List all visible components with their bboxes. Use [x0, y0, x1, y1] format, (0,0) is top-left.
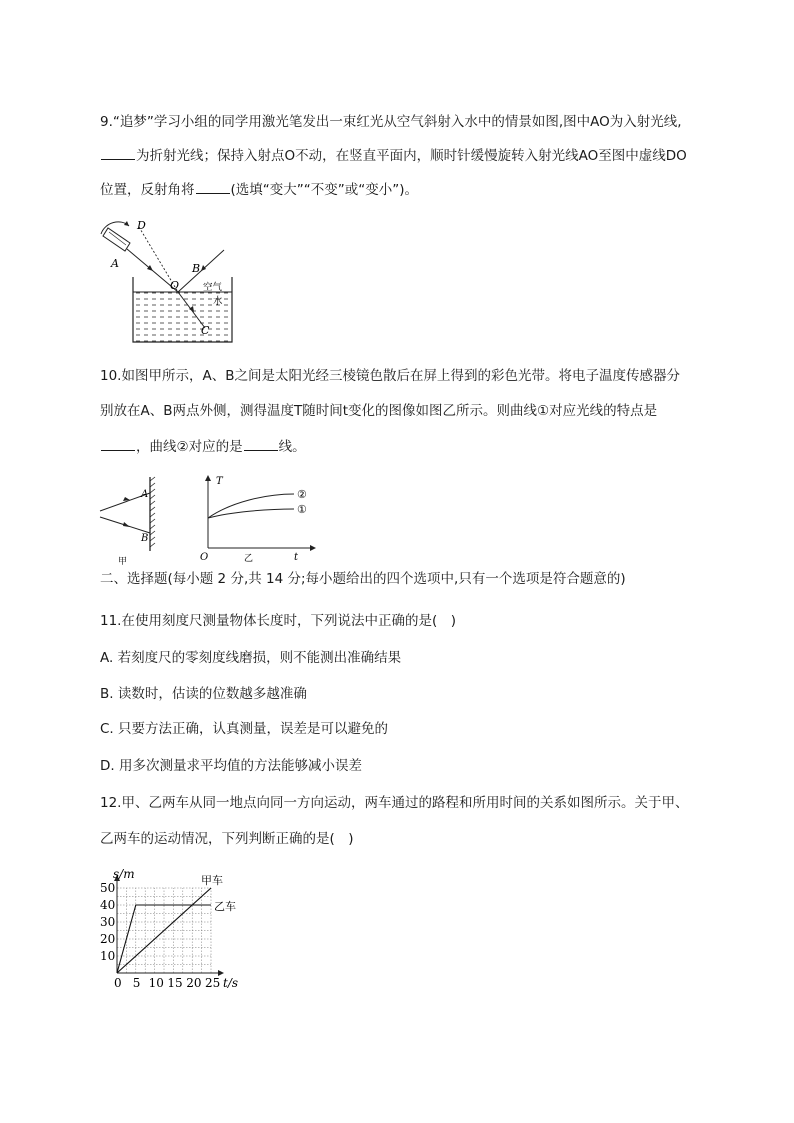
q9-blank-2[interactable] [196, 180, 230, 194]
q11-option-a[interactable]: A. 若刻度尺的零刻度线磨损，则不能测出准确结果 [100, 650, 402, 666]
curve-1-label: ① [297, 503, 307, 516]
q10-blank-1[interactable] [101, 437, 135, 451]
x-tick-label: 25 [205, 976, 221, 990]
q9-line-3-text-b: (选填“变大”“不变”或“变小”)。 [230, 182, 418, 198]
q10-line-3 [100, 437, 306, 457]
label-B: B [141, 533, 149, 544]
label-jia: 甲 [118, 557, 128, 567]
q10-blank-2[interactable] [244, 437, 278, 451]
x-tick-label: 20 [186, 976, 202, 990]
y-tick-label: 50 [100, 881, 116, 895]
curve-2-label: ② [297, 488, 307, 501]
y-tick-label: 40 [100, 898, 116, 912]
laser-pen-icon [103, 228, 130, 251]
y-tick-label: 10 [100, 949, 116, 963]
x-tick-label: 0 [114, 976, 122, 990]
label-T: T [216, 476, 223, 487]
q11-stem: 11.在使用刻度尺测量物体长度时，下列说法中正确的是( ) [100, 613, 457, 629]
y-tick-label: 30 [100, 915, 116, 929]
q9-line-2-text: 为折射光线；保持入射点O不动，在竖直平面内，顺时针缓慢旋转入射光线AO至图中虚线DO [136, 148, 687, 164]
q10-figure-jia [96, 475, 166, 567]
x-tick-label: 10 [148, 976, 164, 990]
y-axis-label: s/m [113, 867, 135, 881]
label-air: 空气 [203, 282, 223, 293]
x-axis-label: t/s [223, 976, 239, 990]
x-tick-label: 15 [167, 976, 183, 990]
series-label-1: 甲车 [201, 874, 223, 887]
section-2-header: 二、选择题(每小题 2 分,共 14 分;每小题给出的四个选项中,只有一个选项是符合题意的) [100, 571, 626, 587]
y-tick-label: 20 [100, 932, 116, 946]
label-C: C [201, 324, 210, 337]
label-A: A [111, 257, 119, 270]
label-O: O [170, 279, 180, 292]
q11-option-c[interactable]: C. 只要方法正确，认真测量，误差是可以避免的 [100, 721, 389, 737]
q12-distance-time-chart [95, 866, 255, 996]
label-D: D [137, 219, 146, 232]
label-B: B [192, 262, 201, 275]
q10-figure-yi [196, 472, 321, 564]
x-tick-label: 5 [132, 976, 141, 990]
q10-line-3-text-b: 线。 [278, 439, 306, 455]
q9-line-3-text-a: 位置，反射角将 [100, 182, 195, 198]
q9-line-1: 9.“追梦”学习小组的同学用激光笔发出一束红光从空气斜射入水中的情景如图,图中AO为入射光线, [100, 114, 682, 130]
q9-blank-1[interactable] [101, 146, 135, 160]
label-A: A [141, 489, 149, 500]
curve-2 [208, 494, 294, 518]
label-t: t [294, 552, 299, 563]
chart-labels [100, 867, 238, 990]
label-water: 水 [213, 296, 223, 307]
q10-line-3-text-a: ，曲线②对应的是 [136, 439, 243, 455]
q12-line-2: 乙两车的运动情况，下列判断正确的是( ) [100, 831, 354, 847]
q10-line-1: 10.如图甲所示，A、B之间是太阳光经三棱镜色散后在屏上得到的彩色光带。将电子温度传感器分 [100, 368, 680, 384]
label-O: O [200, 552, 209, 563]
q12-line-1: 12.甲、乙两车从同一地点向同一方向运动，两车通过的路程和所用时间的关系如图所示。关于甲、 [100, 795, 689, 811]
q11-option-d[interactable]: D. 用多次测量求平均值的方法能够减小误差 [100, 758, 362, 774]
q9-refraction-figure [95, 212, 245, 347]
label-yi: 乙 [244, 554, 254, 564]
series-label-2: 乙车 [214, 900, 236, 913]
q10-line-2: 别放在A、B两点外侧，测得温度T随时间t变化的图像如图乙所示。则曲线①对应光线的特点是 [100, 403, 658, 419]
q11-option-b[interactable]: B. 读数时，估读的位数越多越准确 [100, 686, 307, 702]
q9-line-3 [100, 180, 418, 200]
q9-line-2 [100, 146, 687, 166]
